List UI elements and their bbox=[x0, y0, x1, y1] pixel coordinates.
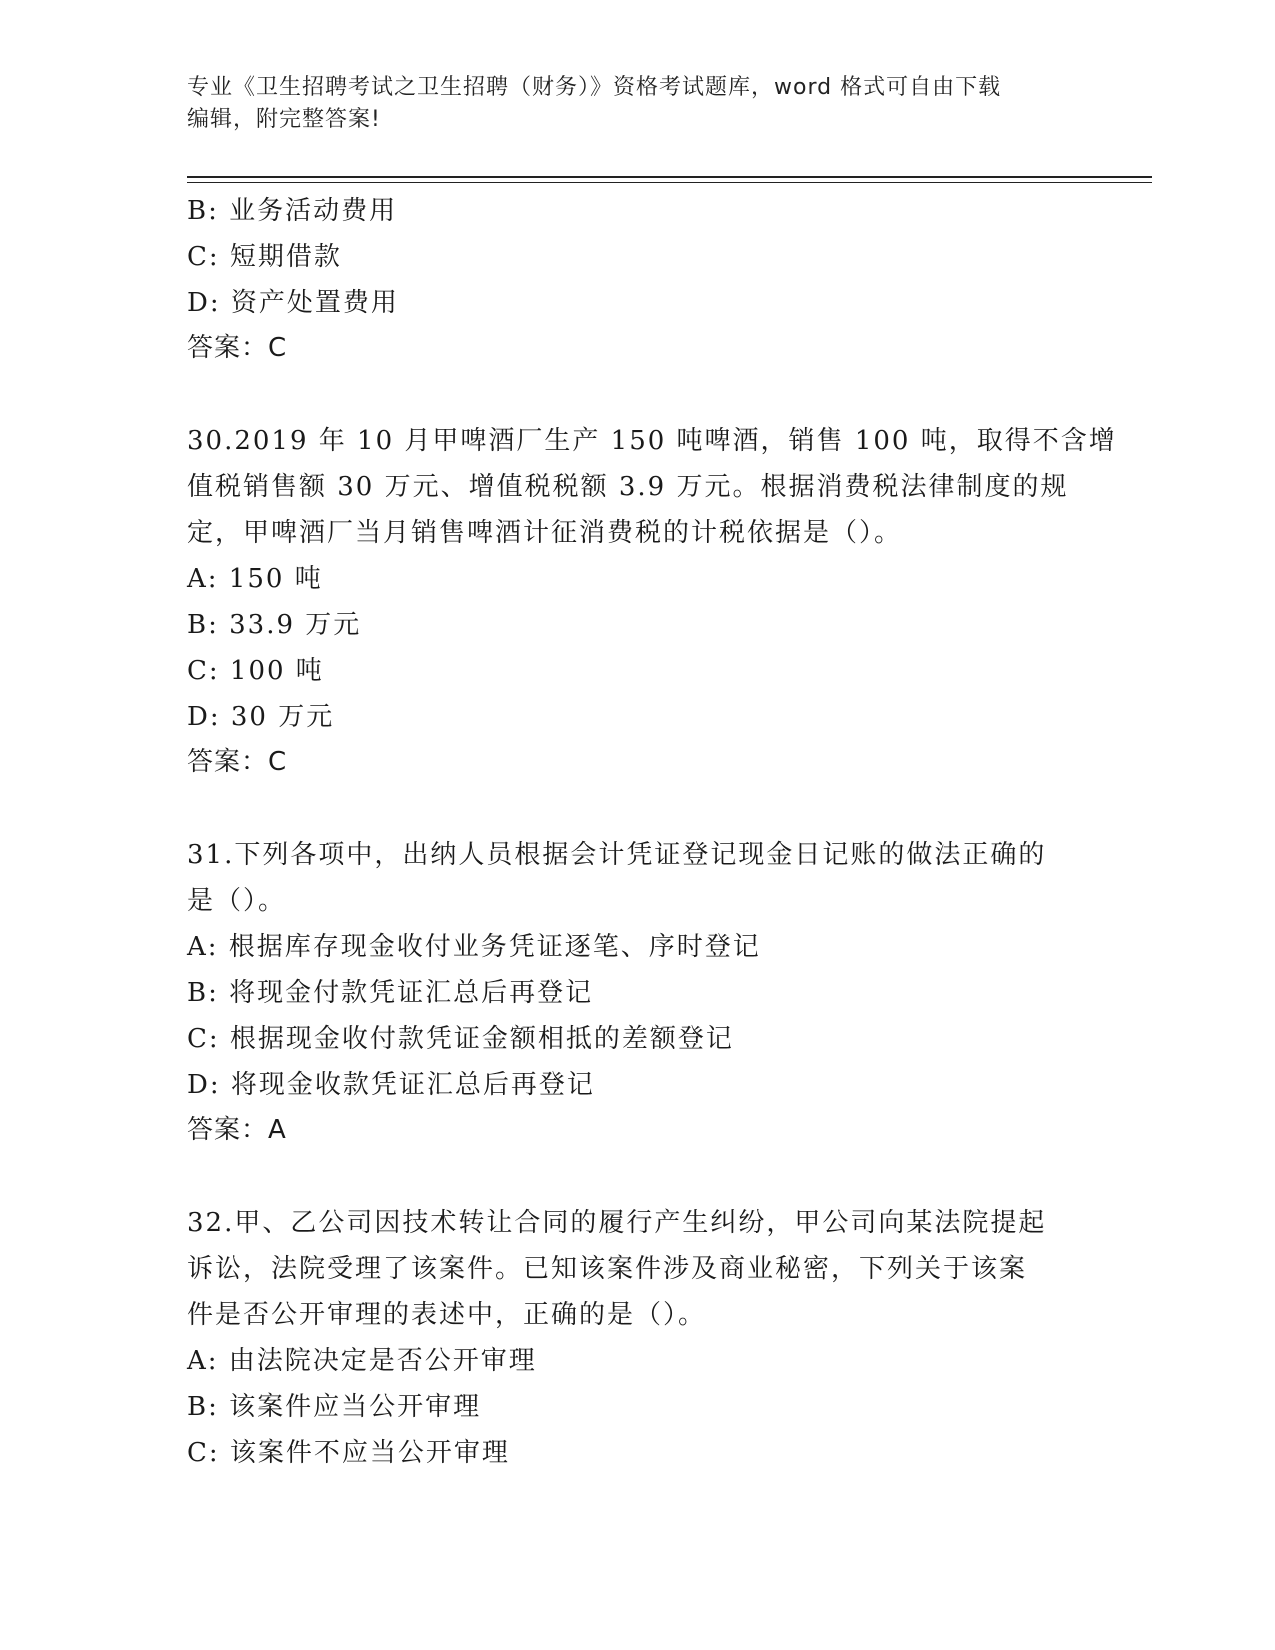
question-list bbox=[187, 188, 1117, 1476]
question-stem bbox=[187, 1200, 1087, 1338]
stem-line: 定，甲啤酒厂当月销售啤酒计征消费税的计税依据是（）。 bbox=[187, 518, 903, 548]
option-c: C: 100 吨 bbox=[187, 656, 324, 686]
header-line-1: 专业《卫生招聘考试之卫生招聘（财务）》资格考试题库，word 格式可自由下载 bbox=[187, 75, 1002, 100]
option-b: B: 业务活动费用 bbox=[187, 196, 398, 226]
header-line-2: 编辑，附完整答案! bbox=[187, 107, 381, 132]
stem-line: 30.2019 年 10 月甲啤酒厂生产 150 吨啤酒，销售 100 吨，取得不含增 bbox=[187, 426, 1117, 456]
option-c: C: 短期借款 bbox=[187, 242, 342, 272]
option-c: C: 该案件不应当公开审理 bbox=[187, 1438, 510, 1468]
question-30 bbox=[187, 418, 1117, 784]
option-c: C: 根据现金收付款凭证金额相抵的差额登记 bbox=[187, 1024, 734, 1054]
stem-line: 件是否公开审理的表述中，正确的是（）。 bbox=[187, 1300, 707, 1330]
option-b: B: 33.9 万元 bbox=[187, 610, 362, 640]
option-b: B: 该案件应当公开审理 bbox=[187, 1392, 482, 1422]
stem-line: 是（）。 bbox=[187, 886, 287, 916]
option-a: A: 由法院决定是否公开审理 bbox=[187, 1346, 537, 1376]
answer: 答案：C bbox=[187, 333, 288, 363]
question-29-tail bbox=[187, 188, 1087, 370]
stem-line: 值税销售额 30 万元、增值税税额 3.9 万元。根据消费税法律制度的规 bbox=[187, 472, 1069, 502]
option-d: D: 30 万元 bbox=[187, 702, 335, 732]
answer: 答案：A bbox=[187, 1115, 287, 1145]
question-32 bbox=[187, 1200, 1087, 1476]
answer: 答案：C bbox=[187, 747, 288, 777]
option-d: D: 资产处置费用 bbox=[187, 288, 399, 318]
question-31 bbox=[187, 832, 1087, 1152]
stem-line: 31.下列各项中，出纳人员根据会计凭证登记现金日记账的做法正确的 bbox=[187, 840, 1047, 870]
option-b: B: 将现金付款凭证汇总后再登记 bbox=[187, 978, 594, 1008]
question-stem bbox=[187, 418, 1117, 556]
header-divider-thin bbox=[187, 182, 1152, 183]
stem-line: 32.甲、乙公司因技术转让合同的履行产生纠纷，甲公司向某法院提起 bbox=[187, 1208, 1047, 1238]
stem-line: 诉讼，法院受理了该案件。已知该案件涉及商业秘密，下列关于该案 bbox=[187, 1254, 1028, 1284]
header-divider-thick bbox=[187, 176, 1152, 178]
question-stem bbox=[187, 832, 1087, 924]
document-header bbox=[187, 72, 1087, 136]
option-a: A: 150 吨 bbox=[187, 564, 323, 594]
option-a: A: 根据库存现金收付业务凭证逐笔、序时登记 bbox=[187, 932, 761, 962]
option-d: D: 将现金收款凭证汇总后再登记 bbox=[187, 1070, 595, 1100]
